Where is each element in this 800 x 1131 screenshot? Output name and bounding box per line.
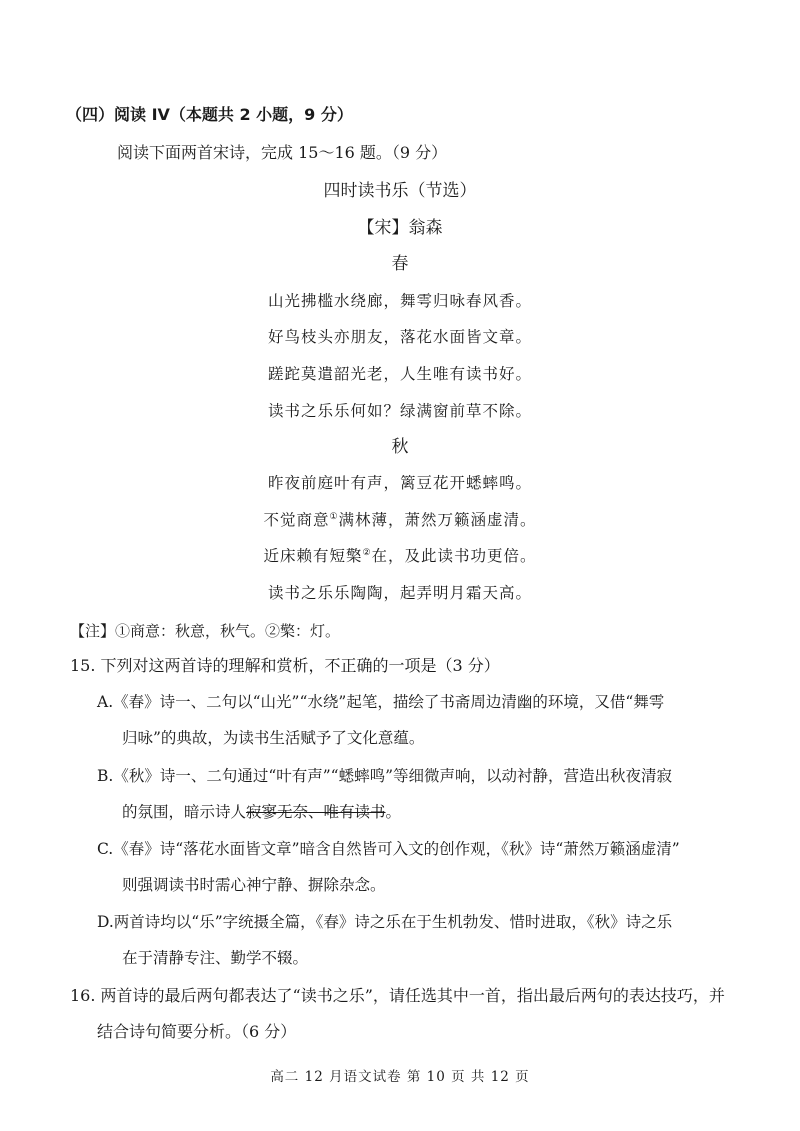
autumn-line	[0, 509, 800, 531]
autumn-line-text: 昨夜前庭叶有声，篱豆花开蟋蟀鸣。	[267, 474, 532, 492]
spring-line: 山光拂槛水绕廊，舞雩归咏春风香。	[267, 292, 532, 310]
spring-heading: 春	[391, 254, 409, 274]
autumn-line-text: 在，及此读书功更倍。	[371, 547, 537, 565]
autumn-line	[0, 472, 800, 494]
autumn-line-text: 近床赖有短檠	[263, 547, 363, 565]
section-title: （四）阅读 IV（本题共 2 小题，9 分）	[66, 105, 353, 124]
spring-line: 好鸟枝头亦朋友，落花水面皆文章。	[267, 328, 532, 346]
option-c-cont: 则强调读书时需心神宁静、摒除杂念。	[122, 876, 386, 894]
autumn-line	[0, 582, 800, 604]
question-15-stem: 15. 下列对这两首诗的理解和赏析，不正确的一项是（3 分）	[70, 656, 500, 675]
autumn-line-text: 不觉商意	[263, 511, 330, 529]
footnote-marker: ①	[329, 512, 339, 522]
option-d-cont: 在于清静专注、勤学不辍。	[122, 949, 309, 967]
option-b-text: 的氛围，暗示诗人	[122, 803, 247, 821]
option-a-cont: 归咏”的典故，为读书生活赋予了文化意蕴。	[122, 729, 425, 747]
option-b-cont	[122, 801, 401, 823]
struck-text: 寂寥无奈、唯有读书	[246, 803, 386, 821]
reading-instructions: 阅读下面两首宋诗，完成 15～16 题。（9 分）	[117, 143, 448, 162]
footnote-marker: ②	[362, 548, 372, 558]
page-footer: 高二 12 月语文试卷 第 10 页 共 12 页	[270, 1069, 530, 1085]
autumn-line	[0, 545, 800, 567]
poem-author: 【宋】翁森	[357, 218, 443, 238]
spring-line: 蹉跎莫遣韶光老，人生唯有读书好。	[267, 365, 532, 383]
option-c: C.《春》诗“落花水面皆文章”暗含自然皆可入文的创作观，《秋》诗“萧然万籁涵虚清”	[97, 840, 680, 858]
poem-title: 四时读书乐（节选）	[323, 181, 477, 201]
option-a: A.《春》诗一、二句以“山光”“水绕”起笔，描绘了书斋周边清幽的环境，又借“舞雩	[97, 693, 665, 711]
question-16-cont: 结合诗句简要分析。（6 分）	[97, 1022, 297, 1041]
spring-line: 读书之乐乐何如？绿满窗前草不除。	[267, 402, 532, 420]
poem-note: 【注】①商意：秋意，秋气。②檠：灯。	[70, 622, 341, 640]
option-b: B.《秋》诗一、二句通过“叶有声”“蟋蟀鸣”等细微声响，以动衬静，营造出秋夜清寂	[97, 767, 673, 785]
autumn-heading: 秋	[391, 437, 409, 457]
autumn-line-text: 读书之乐乐陶陶，起弄明月霜天高。	[267, 584, 532, 602]
option-d: D.两首诗均以“乐”字统摄全篇，《春》诗之乐在于生机勃发、惜时进取，《秋》诗之乐	[97, 913, 673, 931]
autumn-line-text: 满林薄，萧然万籁涵虚清。	[338, 511, 537, 529]
option-b-end: 。	[385, 803, 402, 821]
question-16: 16. 两首诗的最后两句都表达了“读书之乐”，请任选其中一首，指出最后两句的表达技巧，并	[70, 986, 725, 1005]
